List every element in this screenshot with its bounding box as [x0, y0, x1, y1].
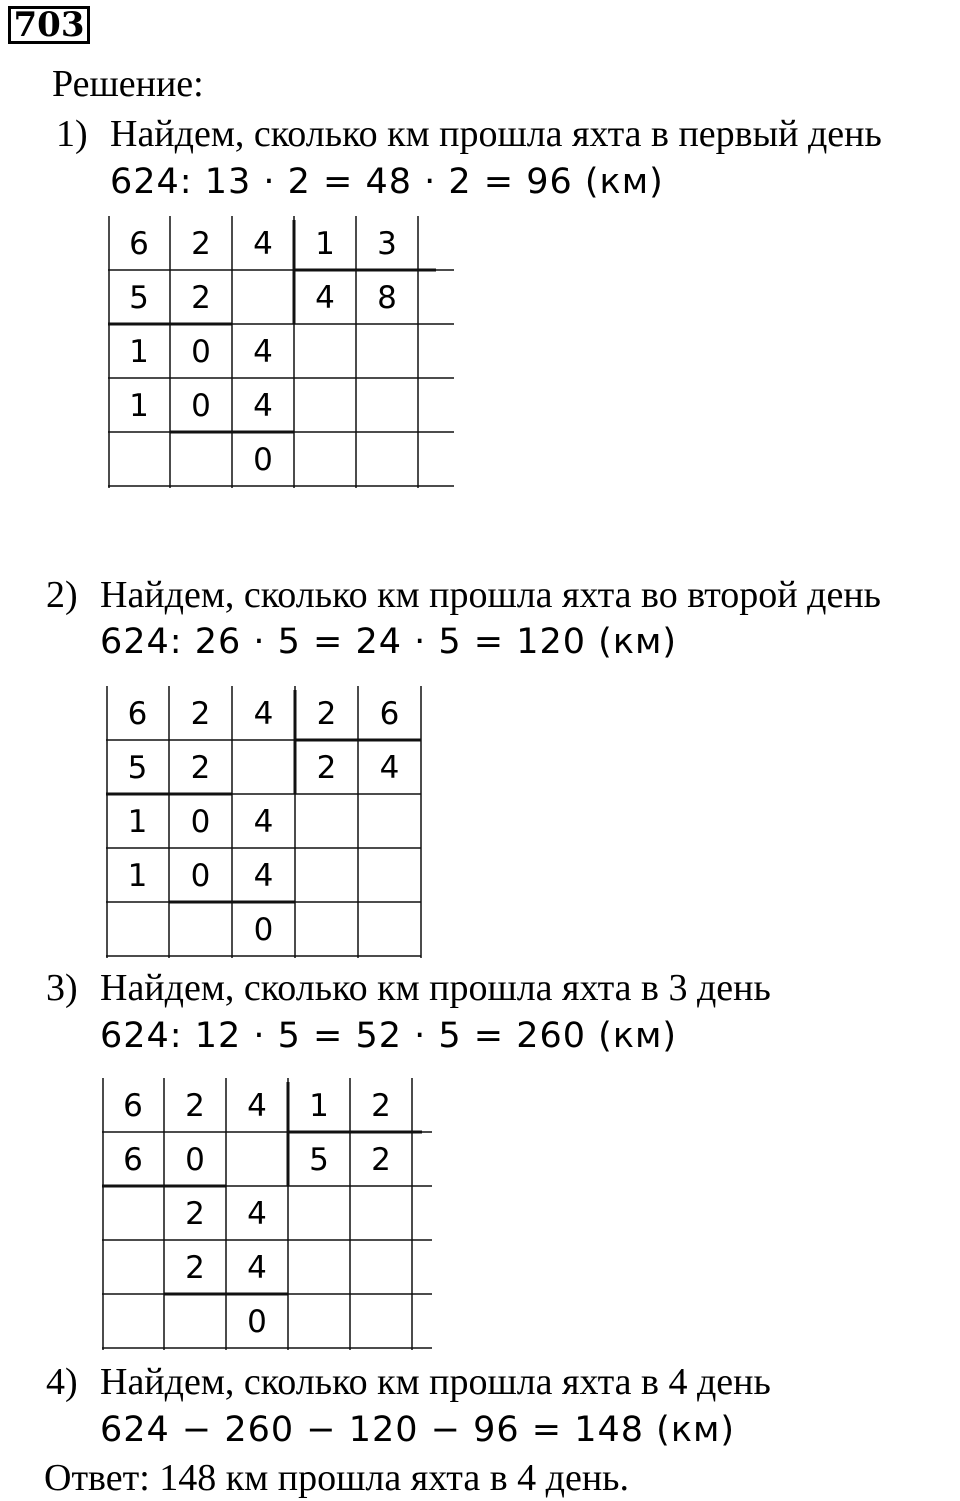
step-2-text: Найдем, сколько км прошла яхта во второй день — [100, 574, 882, 616]
working-digit: 2 — [191, 280, 211, 316]
step-1-label: 1) — [56, 113, 88, 155]
quotient-digit: 8 — [377, 280, 397, 316]
working-digit: 1 — [127, 858, 148, 894]
working-digit: 1 — [129, 334, 149, 370]
working-digit: 1 — [129, 388, 149, 424]
working-digit: 0 — [185, 1142, 205, 1178]
dividend-digit: 4 — [253, 696, 274, 732]
working-digit: 1 — [127, 804, 148, 840]
answer-text: Ответ: 148 км прошла яхта в 4 день. — [44, 1457, 630, 1499]
dividend-digit: 6 — [129, 226, 149, 262]
division-grid-svg — [106, 686, 425, 960]
working-digit: 6 — [123, 1142, 143, 1178]
working-digit: 5 — [127, 750, 148, 786]
working-digit: 2 — [190, 750, 211, 786]
division-grid-step-1 — [108, 216, 458, 495]
working-digit: 2 — [185, 1196, 205, 1232]
dividend-digit: 6 — [123, 1088, 143, 1124]
quotient-digit: 5 — [309, 1142, 329, 1178]
working-digit: 4 — [253, 804, 274, 840]
divisor-digit: 3 — [377, 226, 397, 262]
divisor-digit: 2 — [316, 696, 337, 732]
quotient-digit: 4 — [315, 280, 335, 316]
working-digit: 4 — [253, 388, 273, 424]
quotient-digit: 2 — [316, 750, 337, 786]
working-digit: 0 — [191, 388, 211, 424]
working-digit: 4 — [247, 1196, 267, 1232]
dividend-digit: 2 — [190, 696, 211, 732]
division-grid-step-3 — [102, 1078, 436, 1357]
divisor-digit: 1 — [309, 1088, 329, 1124]
dividend-digit: 2 — [191, 226, 211, 262]
working-digit: 0 — [190, 858, 211, 894]
step-4-label: 4) — [46, 1361, 78, 1403]
working-digit: 4 — [253, 334, 273, 370]
problem-number: 703 — [8, 6, 90, 44]
dividend-digit: 2 — [185, 1088, 205, 1124]
working-digit: 0 — [191, 334, 211, 370]
step-4-equation: 624 − 260 − 120 − 96 = 148 (км) — [100, 1410, 736, 1450]
step-1-text: Найдем, сколько км прошла яхта в первый день — [110, 113, 882, 155]
working-digit: 5 — [129, 280, 149, 316]
division-grid-svg — [102, 1078, 436, 1352]
quotient-digit: 2 — [371, 1142, 391, 1178]
division-grid-step-2 — [106, 686, 425, 965]
working-digit: 0 — [253, 442, 273, 478]
dividend-digit: 6 — [127, 696, 148, 732]
step-4-text: Найдем, сколько км прошла яхта в 4 день — [100, 1361, 771, 1403]
working-digit: 0 — [247, 1304, 267, 1340]
working-digit: 2 — [185, 1250, 205, 1286]
working-digit: 0 — [190, 804, 211, 840]
dividend-digit: 4 — [247, 1088, 267, 1124]
quotient-digit: 4 — [379, 750, 400, 786]
step-2-label: 2) — [46, 574, 78, 616]
dividend-digit: 4 — [253, 226, 273, 262]
step-3-label: 3) — [46, 967, 78, 1009]
working-digit: 4 — [247, 1250, 267, 1286]
divisor-digit: 2 — [371, 1088, 391, 1124]
step-3-text: Найдем, сколько км прошла яхта в 3 день — [100, 967, 771, 1009]
step-3-equation: 624: 12 · 5 = 52 · 5 = 260 (км) — [100, 1016, 678, 1056]
divisor-digit: 6 — [379, 696, 400, 732]
divisor-digit: 1 — [315, 226, 335, 262]
step-2-equation: 624: 26 · 5 = 24 · 5 = 120 (км) — [100, 622, 678, 662]
working-digit: 4 — [253, 858, 274, 894]
division-grid-svg — [108, 216, 458, 490]
solution-heading: Решение: — [52, 63, 204, 105]
working-digit: 0 — [253, 912, 274, 948]
step-1-equation: 624: 13 · 2 = 48 · 2 = 96 (км) — [110, 162, 664, 202]
